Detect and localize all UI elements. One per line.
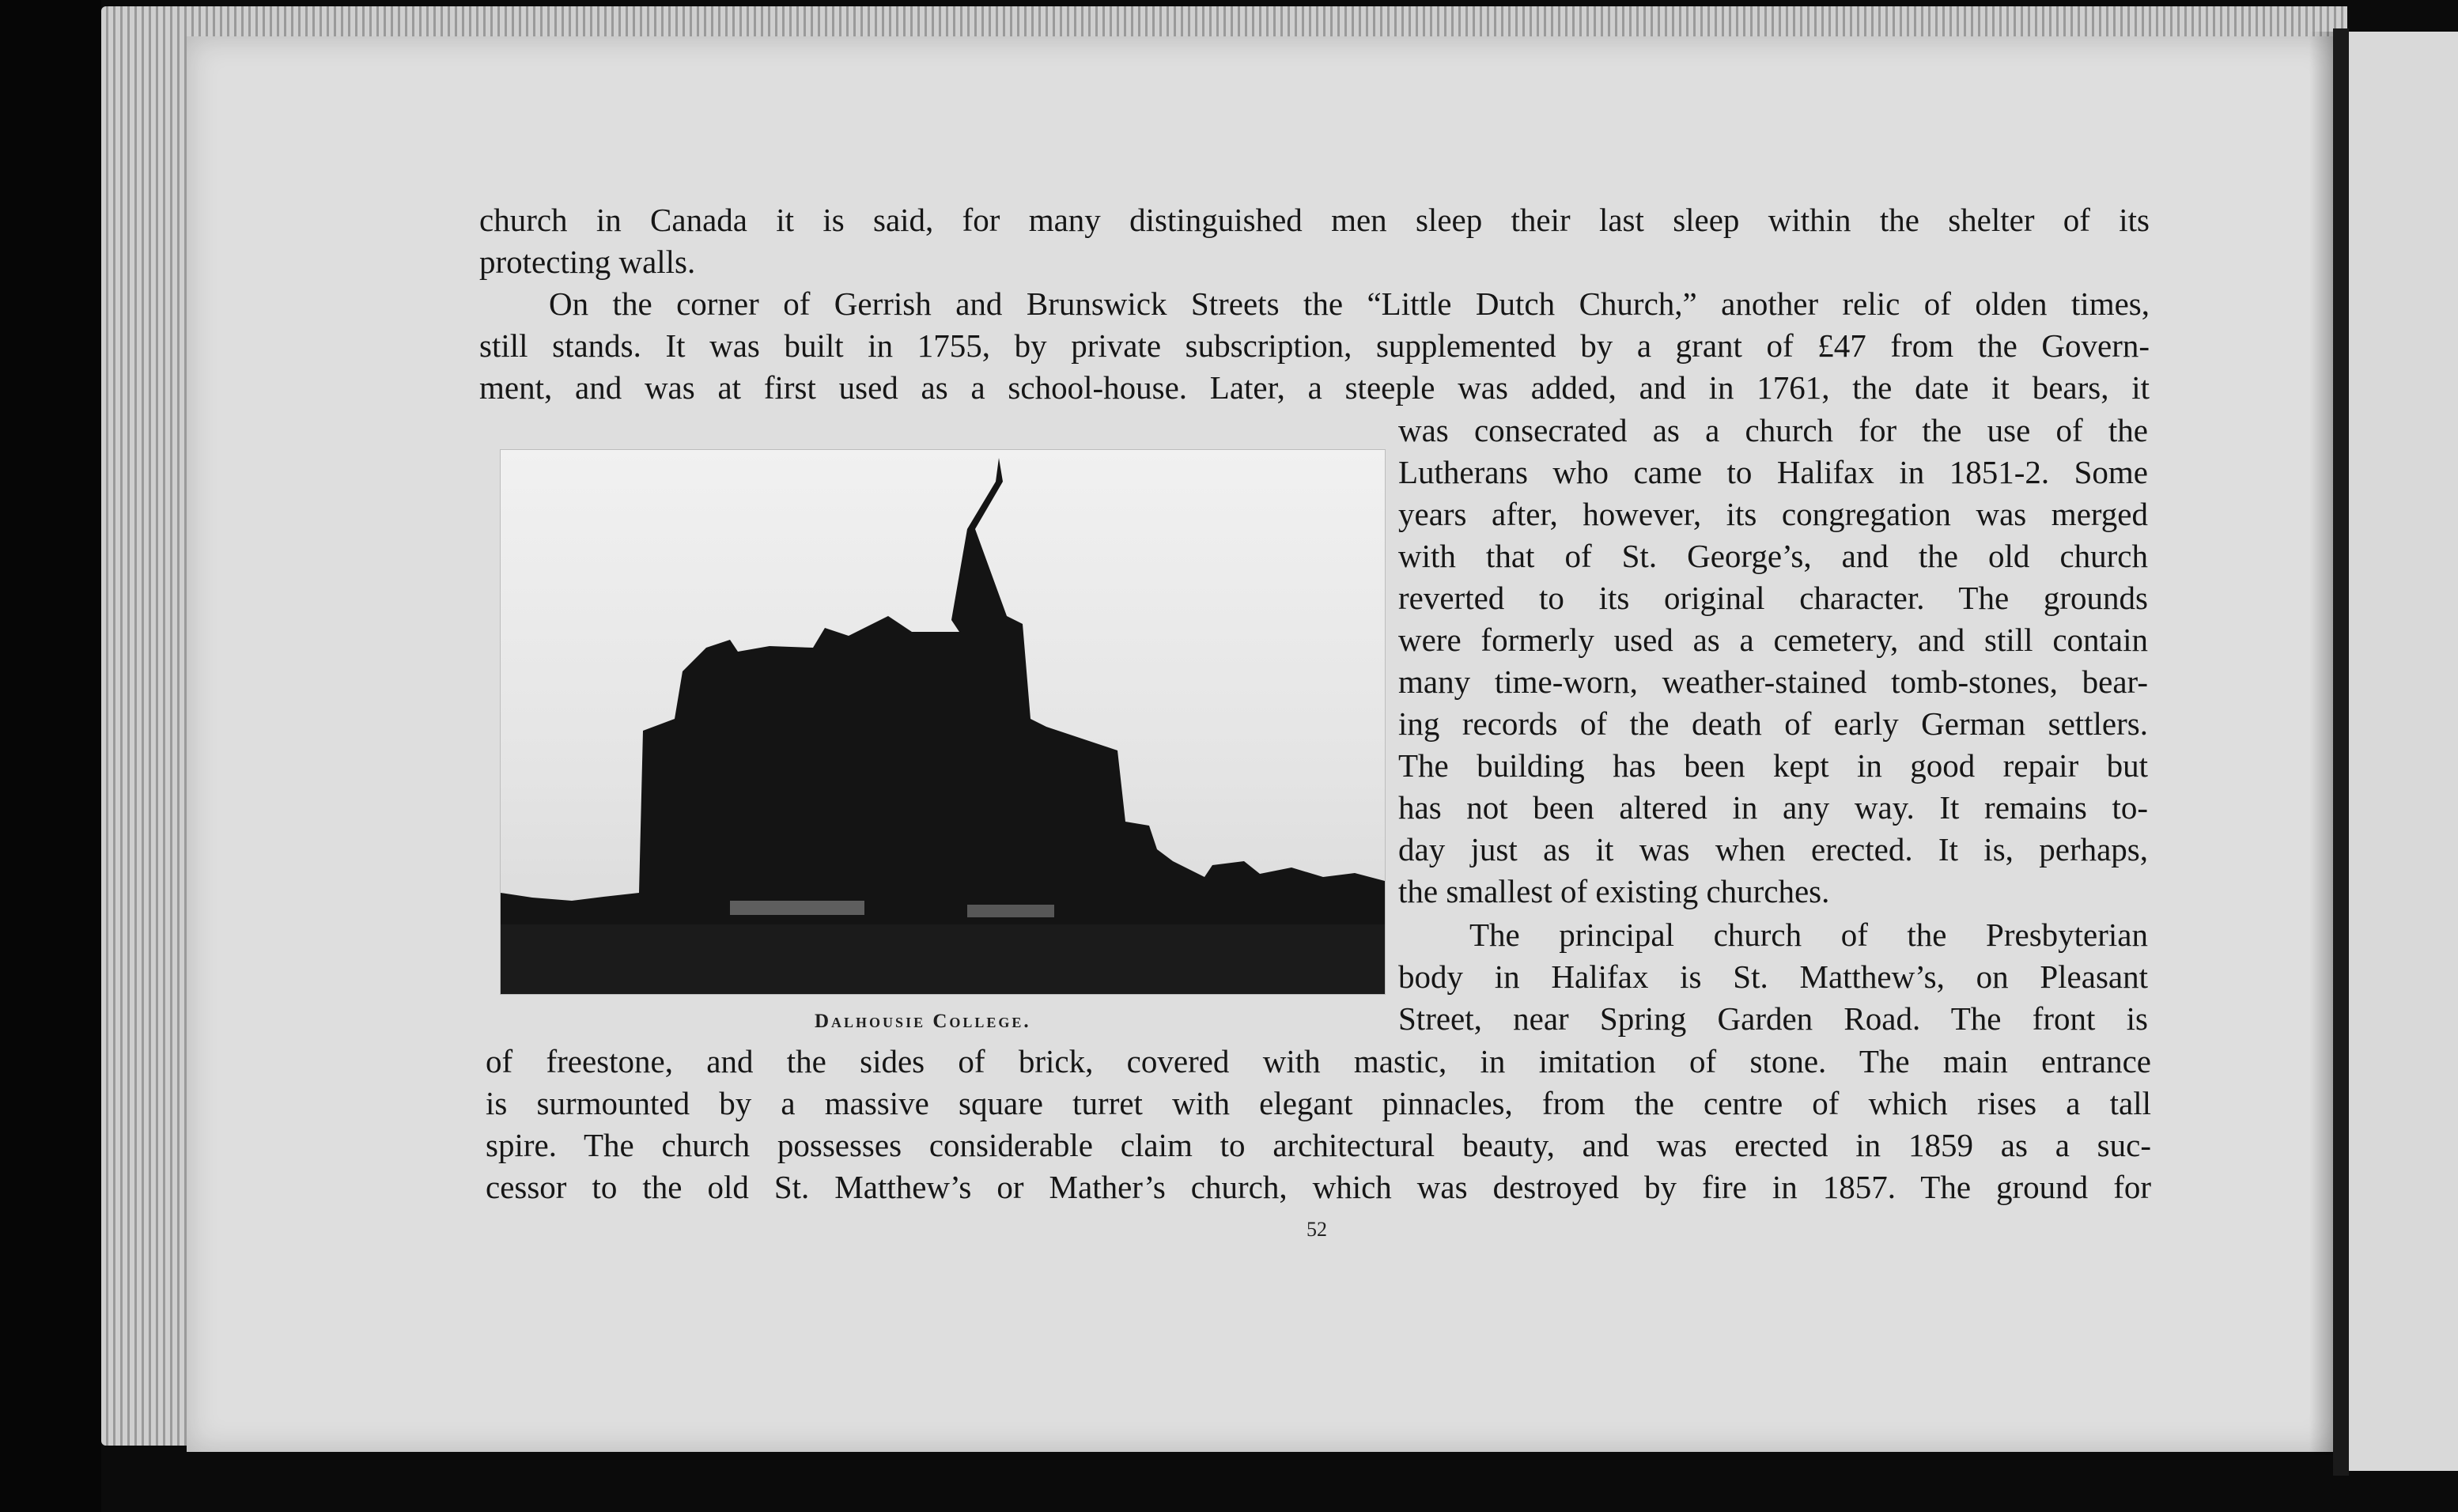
text-line: ing records of the death of early German settlers. bbox=[1398, 705, 2148, 742]
text-line: was consecrated as a church for the use of the bbox=[1398, 412, 2148, 448]
page-number: 52 bbox=[1307, 1218, 1327, 1241]
text-line: day just as it was when erected. It is, perhaps, bbox=[1398, 831, 2148, 868]
text-line: cessor to the old St. Matthew’s or Mather’s church, which was destroyed by fire in 1857. The ground for bbox=[486, 1169, 2151, 1205]
text-line: The building has been kept in good repair but bbox=[1398, 747, 2148, 784]
text-line: ment, and was at first used as a school-house. Later, a steeple was added, and in 1761, the date it bears, it bbox=[479, 369, 2150, 406]
text-line: with that of St. George’s, and the old church bbox=[1398, 538, 2148, 574]
text-line: years after, however, its congregation was merged bbox=[1398, 496, 2148, 532]
text-line: has not been altered in any way. It remains to- bbox=[1398, 789, 2148, 826]
text-line: were formerly used as a cemetery, and still contain bbox=[1398, 622, 2148, 658]
paragraph-start-line: The principal church of the Presbyterian bbox=[1469, 917, 2148, 953]
scan-background bbox=[0, 0, 101, 1512]
text-line: is surmounted by a massive square turret with elegant pinnacles, from the centre of which rises a tall bbox=[486, 1085, 2151, 1121]
dalhousie-college-photo bbox=[500, 449, 1386, 995]
text-line: of freestone, and the sides of brick, covered with mastic, in imitation of stone. The main entrance bbox=[486, 1043, 2151, 1079]
facing-page-edge bbox=[2349, 32, 2458, 1471]
text-line: protecting walls. bbox=[479, 244, 696, 280]
building-silhouette bbox=[501, 450, 1385, 994]
text-line: church in Canada it is said, for many distinguished men sleep their last sleep within the shelter of its bbox=[479, 202, 2150, 238]
book-spine bbox=[2333, 28, 2349, 1476]
text-line: many time-worn, weather-stained tomb-stones, bear- bbox=[1398, 663, 2148, 700]
text-line: still stands. It was built in 1755, by private subscription, supplemented by a grant of £47 from the Govern- bbox=[479, 327, 2150, 364]
paragraph-start-line: On the corner of Gerrish and Brunswick Streets the “Little Dutch Church,” another relic of olden times, bbox=[549, 285, 2150, 322]
text-line: reverted to its original character. The grounds bbox=[1398, 580, 2148, 616]
photo-caption: Dalhousie College. bbox=[815, 1011, 1031, 1032]
text-line: Street, near Spring Garden Road. The front is bbox=[1398, 1000, 2148, 1037]
text-line: body in Halifax is St. Matthew’s, on Pleasant bbox=[1398, 958, 2148, 995]
text-line: spire. The church possesses considerable claim to architectural beauty, and was erected in 1859 as a suc- bbox=[486, 1127, 2151, 1163]
text-line: Lutherans who came to Halifax in 1851-2. Some bbox=[1398, 454, 2148, 490]
text-line: the smallest of existing churches. bbox=[1398, 873, 1830, 909]
